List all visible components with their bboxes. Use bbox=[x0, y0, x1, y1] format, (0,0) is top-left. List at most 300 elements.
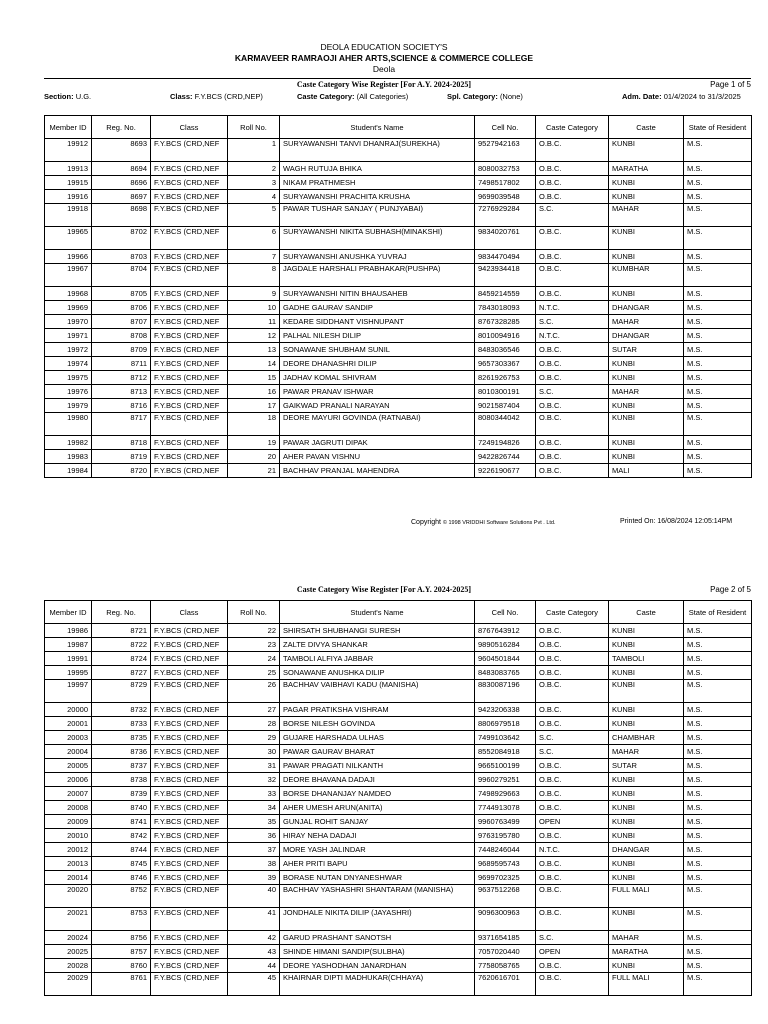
cell-roll-no: 28 bbox=[228, 717, 280, 731]
table-row bbox=[45, 371, 752, 385]
cell-cell-no: 7276929284 bbox=[475, 204, 536, 227]
table-row bbox=[45, 176, 752, 190]
column-header-caste-category: Caste Category bbox=[536, 116, 609, 139]
cell-cell-no: 9834470494 bbox=[475, 250, 536, 264]
table-row bbox=[45, 680, 752, 703]
cell-student-name: SURYAWANSHI NITIN BHAUSAHEB bbox=[280, 287, 475, 301]
cell-caste: KUNBI bbox=[609, 638, 684, 652]
cell-class: F.Y.BCS (CRD,NEF bbox=[151, 731, 228, 745]
cell-roll-no: 5 bbox=[228, 204, 280, 227]
cell-student-name: MORE YASH JALINDAR bbox=[280, 843, 475, 857]
cell-reg-no: 8741 bbox=[92, 815, 151, 829]
cell-state-of-resident: M.S. bbox=[684, 801, 752, 815]
cell-state-of-resident: M.S. bbox=[684, 652, 752, 666]
cell-reg-no: 8693 bbox=[92, 139, 151, 162]
cell-student-name: GUNJAL ROHIT SANJAY bbox=[280, 815, 475, 829]
cell-caste: KUNBI bbox=[609, 139, 684, 162]
class-filter bbox=[170, 91, 263, 102]
table-row bbox=[45, 857, 752, 871]
cell-caste: MAHAR bbox=[609, 315, 684, 329]
cell-member-id: 19980 bbox=[45, 413, 92, 436]
cell-class: F.Y.BCS (CRD,NEF bbox=[151, 843, 228, 857]
cell-state-of-resident: M.S. bbox=[684, 162, 752, 176]
cell-caste: KUNBI bbox=[609, 190, 684, 204]
cell-student-name: JONDHALE NIKITA DILIP (JAYASHRI) bbox=[280, 908, 475, 931]
cell-caste: MARATHA bbox=[609, 162, 684, 176]
cell-class: F.Y.BCS (CRD,NEF bbox=[151, 624, 228, 638]
cell-member-id: 19972 bbox=[45, 343, 92, 357]
caste-category-label: Caste Category: bbox=[297, 92, 355, 101]
cell-state-of-resident: M.S. bbox=[684, 264, 752, 287]
cell-cell-no: 8552084918 bbox=[475, 745, 536, 759]
special-category-value: (None) bbox=[499, 92, 523, 101]
cell-reg-no: 8729 bbox=[92, 680, 151, 703]
cell-caste: KUNBI bbox=[609, 857, 684, 871]
cell-caste-category: N.T.C. bbox=[536, 843, 609, 857]
admission-date-label: Adm. Date: bbox=[622, 92, 662, 101]
cell-state-of-resident: M.S. bbox=[684, 227, 752, 250]
cell-class: F.Y.BCS (CRD,NEF bbox=[151, 885, 228, 908]
cell-caste-category: O.B.C. bbox=[536, 190, 609, 204]
table-row bbox=[45, 399, 752, 413]
cell-student-name: BACHHAV PRANJAL MAHENDRA bbox=[280, 464, 475, 478]
table-row bbox=[45, 745, 752, 759]
cell-reg-no: 8694 bbox=[92, 162, 151, 176]
cell-class: F.Y.BCS (CRD,NEF bbox=[151, 264, 228, 287]
cell-state-of-resident: M.S. bbox=[684, 731, 752, 745]
cell-caste: FULL MALI bbox=[609, 885, 684, 908]
cell-caste: KUNBI bbox=[609, 773, 684, 787]
cell-caste: KUNBI bbox=[609, 250, 684, 264]
cell-state-of-resident: M.S. bbox=[684, 624, 752, 638]
cell-class: F.Y.BCS (CRD,NEF bbox=[151, 815, 228, 829]
cell-roll-no: 7 bbox=[228, 250, 280, 264]
cell-class: F.Y.BCS (CRD,NEF bbox=[151, 666, 228, 680]
cell-cell-no: 7843018093 bbox=[475, 301, 536, 315]
cell-student-name: BORSE NILESH GOVINDA bbox=[280, 717, 475, 731]
cell-class: F.Y.BCS (CRD,NEF bbox=[151, 250, 228, 264]
cell-member-id: 20024 bbox=[45, 931, 92, 945]
cell-student-name: SURYAWANSHI NIKITA SUBHASH(MINAKSHI) bbox=[280, 227, 475, 250]
cell-roll-no: 32 bbox=[228, 773, 280, 787]
cell-state-of-resident: M.S. bbox=[684, 176, 752, 190]
cell-caste: FULL MALI bbox=[609, 973, 684, 996]
table-row bbox=[45, 315, 752, 329]
table-row bbox=[45, 250, 752, 264]
register-title-bar bbox=[0, 584, 768, 596]
cell-roll-no: 38 bbox=[228, 857, 280, 871]
college-name: KARMAVEER RAMRAOJI AHER ARTS,SCIENCE & COMMERCE COLLEGE bbox=[234, 53, 534, 63]
table-row bbox=[45, 436, 752, 450]
cell-student-name: PAGAR PRATIKSHA VISHRAM bbox=[280, 703, 475, 717]
cell-roll-no: 22 bbox=[228, 624, 280, 638]
column-header-caste: Caste bbox=[609, 116, 684, 139]
cell-roll-no: 1 bbox=[228, 139, 280, 162]
cell-roll-no: 20 bbox=[228, 450, 280, 464]
table-row bbox=[45, 731, 752, 745]
cell-state-of-resident: M.S. bbox=[684, 357, 752, 371]
cell-caste: MAHAR bbox=[609, 204, 684, 227]
cell-state-of-resident: M.S. bbox=[684, 931, 752, 945]
cell-caste-category: S.C. bbox=[536, 931, 609, 945]
cell-roll-no: 18 bbox=[228, 413, 280, 436]
cell-state-of-resident: M.S. bbox=[684, 287, 752, 301]
table-row bbox=[45, 450, 752, 464]
cell-caste-category: O.B.C. bbox=[536, 973, 609, 996]
cell-member-id: 19968 bbox=[45, 287, 92, 301]
cell-caste-category: S.C. bbox=[536, 204, 609, 227]
cell-caste-category: O.B.C. bbox=[536, 227, 609, 250]
cell-caste: KUNBI bbox=[609, 787, 684, 801]
cell-student-name: AHER PRITI BAPU bbox=[280, 857, 475, 871]
register-table-page-1 bbox=[44, 115, 752, 478]
cell-caste: KUNBI bbox=[609, 357, 684, 371]
cell-reg-no: 8704 bbox=[92, 264, 151, 287]
cell-cell-no: 9096300963 bbox=[475, 908, 536, 931]
cell-member-id: 19997 bbox=[45, 680, 92, 703]
cell-member-id: 19986 bbox=[45, 624, 92, 638]
cell-state-of-resident: M.S. bbox=[684, 829, 752, 843]
cell-class: F.Y.BCS (CRD,NEF bbox=[151, 450, 228, 464]
page-number: Page 1 of 5 bbox=[710, 80, 751, 89]
cell-caste-category: O.B.C. bbox=[536, 652, 609, 666]
cell-caste: KUNBI bbox=[609, 815, 684, 829]
cell-roll-no: 14 bbox=[228, 357, 280, 371]
cell-cell-no: 9423206338 bbox=[475, 703, 536, 717]
column-header-member-id: Member ID bbox=[45, 601, 92, 624]
report-page-2 bbox=[0, 584, 768, 982]
cell-class: F.Y.BCS (CRD,NEF bbox=[151, 829, 228, 843]
cell-student-name: DEORE BHAVANA DADAJI bbox=[280, 773, 475, 787]
cell-cell-no: 9689595743 bbox=[475, 857, 536, 871]
cell-student-name: SHINDE HIMANI SANDIP(SULBHA) bbox=[280, 945, 475, 959]
cell-caste: KUNBI bbox=[609, 666, 684, 680]
cell-state-of-resident: M.S. bbox=[684, 745, 752, 759]
cell-student-name: BORSE DHANANJAY NAMDEO bbox=[280, 787, 475, 801]
printed-on: Printed On: 16/08/2024 12:05:14PM bbox=[620, 518, 733, 525]
table-row bbox=[45, 464, 752, 478]
cell-student-name: KEDARE SIDDHANT VISHNUPANT bbox=[280, 315, 475, 329]
cell-caste-category: O.B.C. bbox=[536, 343, 609, 357]
cell-class: F.Y.BCS (CRD,NEF bbox=[151, 801, 228, 815]
cell-member-id: 19965 bbox=[45, 227, 92, 250]
table-row bbox=[45, 357, 752, 371]
cell-caste: MAHAR bbox=[609, 745, 684, 759]
table-row bbox=[45, 815, 752, 829]
cell-student-name: SONAWANE SHUBHAM SUNIL bbox=[280, 343, 475, 357]
cell-state-of-resident: M.S. bbox=[684, 139, 752, 162]
cell-cell-no: 8080344042 bbox=[475, 413, 536, 436]
cell-cell-no: 9890516284 bbox=[475, 638, 536, 652]
cell-state-of-resident: M.S. bbox=[684, 973, 752, 996]
register-table-page-2 bbox=[44, 600, 752, 996]
cell-reg-no: 8752 bbox=[92, 885, 151, 908]
cell-cell-no: 8080032753 bbox=[475, 162, 536, 176]
cell-caste: KUNBI bbox=[609, 680, 684, 703]
cell-caste-category: O.B.C. bbox=[536, 885, 609, 908]
table-row bbox=[45, 413, 752, 436]
register-title-bar bbox=[0, 79, 768, 91]
table-row bbox=[45, 759, 752, 773]
cell-reg-no: 8706 bbox=[92, 301, 151, 315]
cell-student-name: DEORE YASHODHAN JANARDHAN bbox=[280, 959, 475, 973]
table-row bbox=[45, 787, 752, 801]
cell-cell-no: 8261926753 bbox=[475, 371, 536, 385]
table-row bbox=[45, 717, 752, 731]
cell-roll-no: 29 bbox=[228, 731, 280, 745]
cell-member-id: 19987 bbox=[45, 638, 92, 652]
table-row bbox=[45, 287, 752, 301]
cell-state-of-resident: M.S. bbox=[684, 908, 752, 931]
table-row bbox=[45, 301, 752, 315]
cell-roll-no: 23 bbox=[228, 638, 280, 652]
cell-cell-no: 8767643912 bbox=[475, 624, 536, 638]
cell-caste-category: OPEN bbox=[536, 815, 609, 829]
cell-student-name: PAWAR TUSHAR SANJAY ( PUNJYABAI) bbox=[280, 204, 475, 227]
cell-caste-category: O.B.C. bbox=[536, 773, 609, 787]
cell-state-of-resident: M.S. bbox=[684, 703, 752, 717]
table-row bbox=[45, 931, 752, 945]
cell-caste: KUNBI bbox=[609, 436, 684, 450]
cell-member-id: 19970 bbox=[45, 315, 92, 329]
cell-student-name: BORASE NUTAN DNYANESHWAR bbox=[280, 871, 475, 885]
society-name: DEOLA EDUCATION SOCIETY'S bbox=[320, 42, 448, 52]
cell-caste-category: O.B.C. bbox=[536, 464, 609, 478]
cell-reg-no: 8753 bbox=[92, 908, 151, 931]
cell-student-name: AHER UMESH ARUN(ANITA) bbox=[280, 801, 475, 815]
cell-student-name: DEORE MAYURI GOVINDA (RATNABAI) bbox=[280, 413, 475, 436]
cell-caste: KUNBI bbox=[609, 959, 684, 973]
cell-roll-no: 33 bbox=[228, 787, 280, 801]
cell-member-id: 20025 bbox=[45, 945, 92, 959]
cell-student-name: DEORE DHANASHRI DILIP bbox=[280, 357, 475, 371]
cell-state-of-resident: M.S. bbox=[684, 885, 752, 908]
cell-student-name: KHAIRNAR DIPTI MADHUKAR(CHHAYA) bbox=[280, 973, 475, 996]
column-header-class: Class bbox=[151, 116, 228, 139]
cell-student-name: SURYAWANSHI ANUSHKA YUVRAJ bbox=[280, 250, 475, 264]
cell-caste-category: O.B.C. bbox=[536, 357, 609, 371]
cell-cell-no: 9665100199 bbox=[475, 759, 536, 773]
cell-state-of-resident: M.S. bbox=[684, 399, 752, 413]
cell-caste: KUNBI bbox=[609, 399, 684, 413]
cell-class: F.Y.BCS (CRD,NEF bbox=[151, 204, 228, 227]
cell-caste-category: O.B.C. bbox=[536, 413, 609, 436]
cell-member-id: 19918 bbox=[45, 204, 92, 227]
column-header-cell-no: Cell No. bbox=[475, 601, 536, 624]
cell-class: F.Y.BCS (CRD,NEF bbox=[151, 315, 228, 329]
cell-caste-category: O.B.C. bbox=[536, 680, 609, 703]
cell-cell-no: 9226190677 bbox=[475, 464, 536, 478]
cell-roll-no: 31 bbox=[228, 759, 280, 773]
cell-class: F.Y.BCS (CRD,NEF bbox=[151, 945, 228, 959]
cell-cell-no: 9657303367 bbox=[475, 357, 536, 371]
cell-member-id: 20020 bbox=[45, 885, 92, 908]
cell-roll-no: 15 bbox=[228, 371, 280, 385]
cell-cell-no: 9960279251 bbox=[475, 773, 536, 787]
cell-caste: TAMBOLI bbox=[609, 652, 684, 666]
cell-reg-no: 8745 bbox=[92, 857, 151, 871]
cell-cell-no: 9699702325 bbox=[475, 871, 536, 885]
cell-member-id: 20012 bbox=[45, 843, 92, 857]
cell-roll-no: 40 bbox=[228, 885, 280, 908]
table-row bbox=[45, 385, 752, 399]
cell-reg-no: 8721 bbox=[92, 624, 151, 638]
cell-state-of-resident: M.S. bbox=[684, 301, 752, 315]
cell-caste: KUNBI bbox=[609, 287, 684, 301]
cell-cell-no: 7249194826 bbox=[475, 436, 536, 450]
cell-reg-no: 8712 bbox=[92, 371, 151, 385]
cell-reg-no: 8760 bbox=[92, 959, 151, 973]
table-row bbox=[45, 329, 752, 343]
column-header-roll-no: Roll No. bbox=[228, 601, 280, 624]
cell-caste: SUTAR bbox=[609, 343, 684, 357]
cell-state-of-resident: M.S. bbox=[684, 343, 752, 357]
cell-student-name: JADHAV KOMAL SHIVRAM bbox=[280, 371, 475, 385]
cell-caste: DHANGAR bbox=[609, 301, 684, 315]
cell-cell-no: 7620616701 bbox=[475, 973, 536, 996]
cell-class: F.Y.BCS (CRD,NEF bbox=[151, 773, 228, 787]
cell-member-id: 20008 bbox=[45, 801, 92, 815]
cell-class: F.Y.BCS (CRD,NEF bbox=[151, 717, 228, 731]
cell-roll-no: 11 bbox=[228, 315, 280, 329]
cell-class: F.Y.BCS (CRD,NEF bbox=[151, 745, 228, 759]
cell-class: F.Y.BCS (CRD,NEF bbox=[151, 343, 228, 357]
cell-reg-no: 8698 bbox=[92, 204, 151, 227]
cell-roll-no: 26 bbox=[228, 680, 280, 703]
caste-category-value: (All Categories) bbox=[356, 92, 409, 101]
cell-caste-category: O.B.C. bbox=[536, 624, 609, 638]
cell-class: F.Y.BCS (CRD,NEF bbox=[151, 464, 228, 478]
table-body bbox=[45, 624, 752, 996]
cell-caste-category: O.B.C. bbox=[536, 638, 609, 652]
college-place: Deola bbox=[372, 64, 396, 74]
cell-student-name: ZALTE DIVYA SHANKAR bbox=[280, 638, 475, 652]
cell-caste: KUNBI bbox=[609, 801, 684, 815]
cell-cell-no: 8830087196 bbox=[475, 680, 536, 703]
page-number: Page 2 of 5 bbox=[710, 585, 751, 594]
cell-cell-no: 9371654185 bbox=[475, 931, 536, 945]
cell-member-id: 20013 bbox=[45, 857, 92, 871]
column-header-reg-no: Reg. No. bbox=[92, 601, 151, 624]
cell-roll-no: 3 bbox=[228, 176, 280, 190]
cell-cell-no: 9699039548 bbox=[475, 190, 536, 204]
cell-caste: MAHAR bbox=[609, 931, 684, 945]
cell-member-id: 19916 bbox=[45, 190, 92, 204]
cell-caste: KUNBI bbox=[609, 871, 684, 885]
cell-state-of-resident: M.S. bbox=[684, 787, 752, 801]
table-row bbox=[45, 652, 752, 666]
cell-member-id: 19983 bbox=[45, 450, 92, 464]
cell-member-id: 20004 bbox=[45, 745, 92, 759]
cell-cell-no: 8767328285 bbox=[475, 315, 536, 329]
cell-roll-no: 34 bbox=[228, 801, 280, 815]
special-category-label: Spl. Category: bbox=[447, 92, 498, 101]
table-body bbox=[45, 139, 752, 478]
table-row bbox=[45, 139, 752, 162]
cell-caste: MALI bbox=[609, 464, 684, 478]
cell-reg-no: 8735 bbox=[92, 731, 151, 745]
column-header-member-id: Member ID bbox=[45, 116, 92, 139]
cell-cell-no: 7057020440 bbox=[475, 945, 536, 959]
cell-state-of-resident: M.S. bbox=[684, 464, 752, 478]
cell-state-of-resident: M.S. bbox=[684, 759, 752, 773]
register-title: Caste Category Wise Register [For A.Y. 2024-2025] bbox=[296, 80, 472, 89]
cell-cell-no: 9763195780 bbox=[475, 829, 536, 843]
column-header-class: Class bbox=[151, 601, 228, 624]
cell-reg-no: 8716 bbox=[92, 399, 151, 413]
cell-member-id: 20000 bbox=[45, 703, 92, 717]
cell-roll-no: 13 bbox=[228, 343, 280, 357]
cell-cell-no: 7744913078 bbox=[475, 801, 536, 815]
cell-caste-category: N.T.C. bbox=[536, 301, 609, 315]
cell-class: F.Y.BCS (CRD,NEF bbox=[151, 227, 228, 250]
cell-reg-no: 8717 bbox=[92, 413, 151, 436]
table-row bbox=[45, 843, 752, 857]
cell-caste-category: S.C. bbox=[536, 315, 609, 329]
cell-class: F.Y.BCS (CRD,NEF bbox=[151, 638, 228, 652]
cell-caste-category: O.B.C. bbox=[536, 176, 609, 190]
cell-caste: MAHAR bbox=[609, 385, 684, 399]
cell-cell-no: 8483083765 bbox=[475, 666, 536, 680]
cell-student-name: GAIKWAD PRANALI NARAYAN bbox=[280, 399, 475, 413]
cell-state-of-resident: M.S. bbox=[684, 666, 752, 680]
cell-caste-category: O.B.C. bbox=[536, 371, 609, 385]
cell-student-name: SURYAWANSHI PRACHITA KRUSHA bbox=[280, 190, 475, 204]
cell-student-name: GUJARE HARSHADA ULHAS bbox=[280, 731, 475, 745]
caste-category-filter bbox=[297, 91, 408, 102]
cell-caste-category: O.B.C. bbox=[536, 436, 609, 450]
cell-roll-no: 36 bbox=[228, 829, 280, 843]
table-row bbox=[45, 973, 752, 996]
cell-caste: KUNBI bbox=[609, 908, 684, 931]
table-row bbox=[45, 959, 752, 973]
cell-reg-no: 8709 bbox=[92, 343, 151, 357]
cell-class: F.Y.BCS (CRD,NEF bbox=[151, 908, 228, 931]
cell-caste: KUNBI bbox=[609, 371, 684, 385]
column-header-student-name: Student's Name bbox=[280, 116, 475, 139]
cell-reg-no: 8705 bbox=[92, 287, 151, 301]
section-filter bbox=[44, 91, 91, 102]
cell-roll-no: 24 bbox=[228, 652, 280, 666]
class-label: Class: bbox=[170, 92, 193, 101]
cell-class: F.Y.BCS (CRD,NEF bbox=[151, 287, 228, 301]
cell-caste-category: O.B.C. bbox=[536, 162, 609, 176]
table-row bbox=[45, 227, 752, 250]
cell-class: F.Y.BCS (CRD,NEF bbox=[151, 652, 228, 666]
table-row bbox=[45, 945, 752, 959]
section-value: U.G. bbox=[75, 92, 92, 101]
cell-reg-no: 8744 bbox=[92, 843, 151, 857]
special-category-filter bbox=[447, 91, 523, 102]
cell-student-name: AHER PAVAN VISHNU bbox=[280, 450, 475, 464]
cell-caste: KUNBI bbox=[609, 413, 684, 436]
table-header-row bbox=[45, 601, 752, 624]
copyright-notice bbox=[411, 519, 556, 526]
cell-cell-no: 7448246044 bbox=[475, 843, 536, 857]
cell-reg-no: 8702 bbox=[92, 227, 151, 250]
cell-cell-no: 7498929663 bbox=[475, 787, 536, 801]
cell-roll-no: 17 bbox=[228, 399, 280, 413]
cell-roll-no: 25 bbox=[228, 666, 280, 680]
cell-roll-no: 42 bbox=[228, 931, 280, 945]
cell-caste-category: O.B.C. bbox=[536, 399, 609, 413]
cell-caste-category: O.B.C. bbox=[536, 666, 609, 680]
cell-caste-category: N.T.C. bbox=[536, 329, 609, 343]
cell-roll-no: 44 bbox=[228, 959, 280, 973]
column-header-roll-no: Roll No. bbox=[228, 116, 280, 139]
cell-cell-no: 9960763499 bbox=[475, 815, 536, 829]
cell-state-of-resident: M.S. bbox=[684, 843, 752, 857]
